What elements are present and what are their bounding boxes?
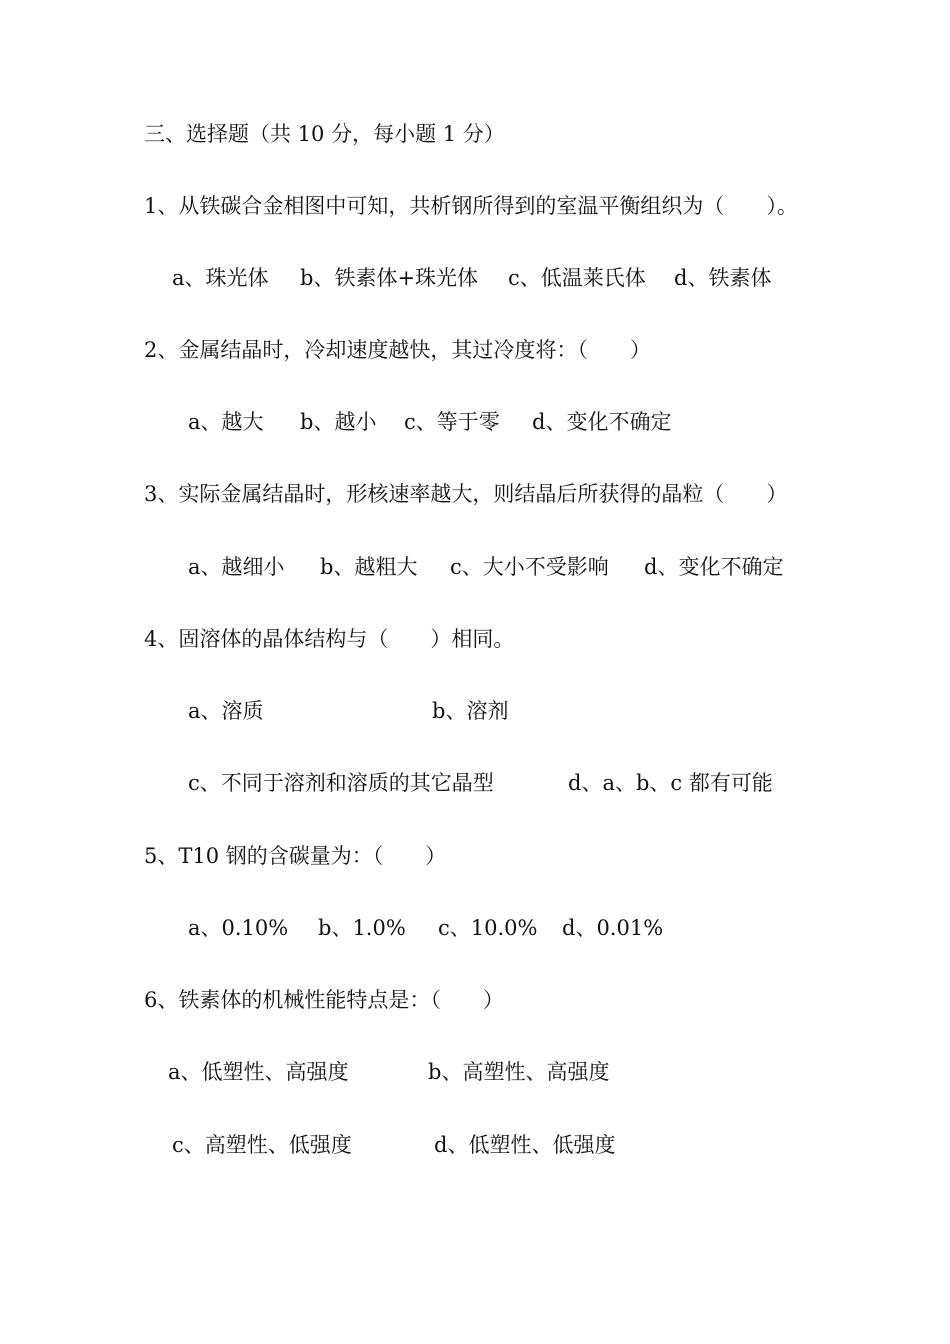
question-4-option-a: a、溶质 [188,699,264,723]
question-2-option-b: b、越小 [300,410,377,434]
question-5-option-b: b、1.0% [318,916,406,940]
question-5-option-c: c、10.0% [438,916,538,940]
question-2-option-a: a、越大 [188,410,264,434]
question-4-option-c: c、不同于溶剂和溶质的其它晶型 [188,771,494,795]
question-3-option-b: b、越粗大 [320,555,418,579]
question-1-option-d: d、铁素体 [674,266,772,290]
question-6-option-a: a、低塑性、高强度 [168,1060,349,1084]
question-6-stem: 6、铁素体的机械性能特点是：（ ） [144,988,504,1012]
question-5-option-d: d、0.01% [562,916,664,940]
question-6-option-d: d、低塑性、低强度 [434,1133,616,1157]
question-5-stem: 5、T10 钢的含碳量为：（ ） [144,844,447,868]
question-3-option-c: c、大小不受影响 [450,555,609,579]
question-3-option-a: a、越细小 [188,555,285,579]
question-4-stem: 4、固溶体的晶体结构与（ ）相同。 [144,627,515,651]
question-4-option-d: d、a、b、c 都有可能 [568,771,773,795]
question-1-option-b: b、铁素体+珠光体 [300,266,479,290]
question-2-stem: 2、金属结晶时，冷却速度越快，其过冷度将：（ ） [144,338,651,362]
question-6-option-b: b、高塑性、高强度 [428,1060,610,1084]
question-2-option-c: c、等于零 [404,410,500,434]
question-1-option-a: a、珠光体 [172,266,269,290]
question-1-stem: 1、从铁碳合金相图中可知，共析钢所得到的室温平衡组织为（ ）。 [144,194,798,218]
section-title: 三、选择题（共 10 分，每小题 1 分） [144,122,505,146]
question-6-option-c: c、高塑性、低强度 [172,1133,352,1157]
question-1-option-c: c、低温莱氏体 [508,266,646,290]
question-2-option-d: d、变化不确定 [532,410,672,434]
question-3-stem: 3、实际金属结晶时，形核速率越大，则结晶后所获得的晶粒（ ） [144,482,788,506]
question-4-option-b: b、溶剂 [432,699,509,723]
question-5-option-a: a、0.10% [188,916,289,940]
question-3-option-d: d、变化不确定 [644,555,784,579]
